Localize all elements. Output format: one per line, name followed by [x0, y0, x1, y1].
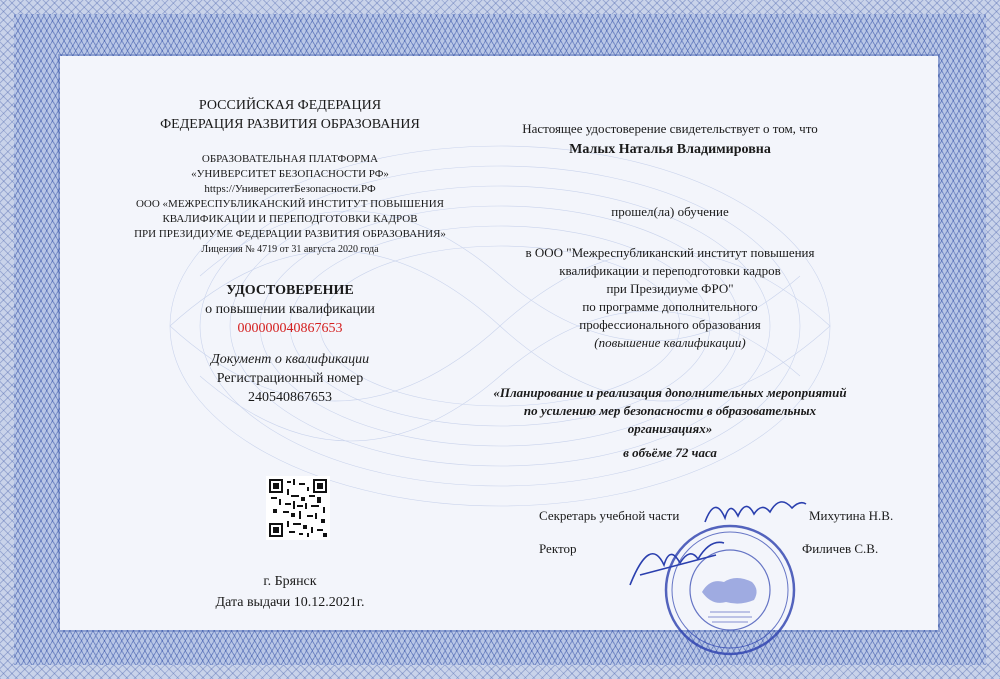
passed-training: прошел(ла) обучение: [611, 204, 729, 219]
qr-code-icon: [269, 479, 327, 537]
rector-signature: [620, 525, 730, 595]
org-line3: ПРИ ПРЕЗИДИУМЕ ФЕДЕРАЦИИ РАЗВИТИЯ ОБРАЗОВАНИЯ»: [134, 228, 446, 240]
course-title-line1: «Планирование и реализация дополнительных мероприятий: [493, 385, 847, 400]
qr-code[interactable]: [266, 476, 330, 540]
issue-date: Дата выдачи 10.12.2021г.: [215, 595, 365, 610]
secretary-signature: [700, 490, 810, 530]
registration-number: 240540867653: [248, 390, 332, 405]
program-line2: профессионального образования: [579, 317, 761, 332]
secretary-label: Секретарь учебной части: [539, 508, 680, 523]
intro-text: Настоящее удостоверение свидетельствует о том, что: [522, 121, 818, 136]
program-line1: по программе дополнительного: [582, 299, 758, 314]
registration-label: Регистрационный номер: [216, 371, 364, 386]
course-title-line3: организациях»: [627, 421, 713, 436]
document-subtitle: о повышении квалификации: [205, 302, 375, 317]
issue-city: г. Брянск: [263, 574, 317, 589]
country-header: РОССИЙСКАЯ ФЕДЕРАЦИЯ: [198, 98, 382, 113]
org-line2: КВАЛИФИКАЦИИ И ПЕРЕПОДГОТОВКИ КАДРОВ: [162, 213, 418, 225]
platform-url: https://УниверситетБезопасности.РФ: [204, 183, 376, 195]
recipient-name: Малых Наталья Владимировна: [569, 142, 771, 157]
rector-name: Филичев С.В.: [802, 541, 879, 556]
institute-line2: квалификации и переподготовки кадров: [559, 263, 781, 278]
rector-label: Ректор: [539, 541, 577, 556]
course-title-line2: по усилению мер безопасности в образовательных: [523, 403, 817, 418]
federation-header: ФЕДЕРАЦИЯ РАЗВИТИЯ ОБРАЗОВАНИЯ: [160, 117, 420, 132]
license-line: Лицензия № 4719 от 31 августа 2020 года: [201, 244, 379, 255]
left-column: [100, 96, 480, 407]
platform-line2: «УНИВЕРСИТЕТ БЕЗОПАСНОСТИ РФ»: [191, 168, 389, 180]
document-number: 000000040867653: [237, 321, 343, 336]
institute-line3: при Президиуме ФРО": [606, 281, 734, 296]
secretary-name: Михутина Н.В.: [809, 508, 894, 523]
platform-line1: ОБРАЗОВАТЕЛЬНАЯ ПЛАТФОРМА: [201, 153, 379, 165]
org-line1: ООО «МЕЖРЕСПУБЛИКАНСКИЙ ИНСТИТУТ ПОВЫШЕНИЯ: [135, 198, 445, 210]
document-title: УДОСТОВЕРЕНИЕ: [226, 283, 354, 298]
program-line3: (повышение квалификации): [594, 335, 746, 350]
institute-line1: в ООО "Межреспубликанский институт повышения: [525, 245, 815, 260]
course-hours: в объёме 72 часа: [623, 445, 717, 460]
qualification-doc-label: Документ о квалификации: [210, 352, 370, 367]
